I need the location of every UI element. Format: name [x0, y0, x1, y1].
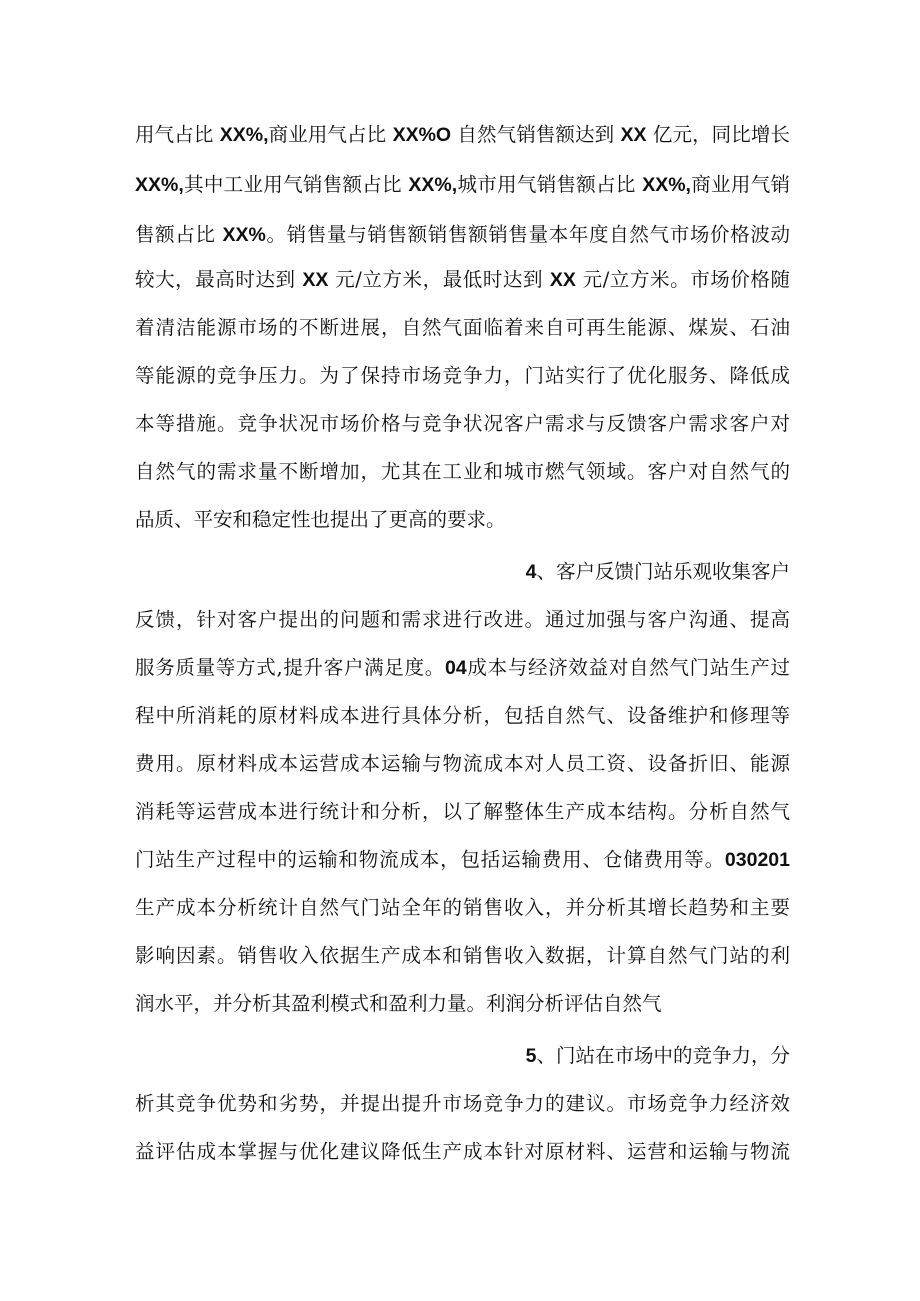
bold-run: 04 [445, 657, 467, 679]
bold-run: 4 [525, 561, 537, 583]
bold-run: XX%, [408, 174, 458, 196]
text-run: 成本与经济效益对自然气门站生产过 [466, 656, 790, 679]
text-run: 等能源的竞争压力。为了保持市场竞争力，门站实行了优化服务、降低成 [135, 364, 790, 387]
text-run: 元/立方米。市场价格随 [575, 268, 790, 291]
bold-run: XX% [222, 224, 266, 246]
text-line [135, 314, 790, 342]
text-run: 着清洁能源市场的不断进展，自然气面临着来自可再生能源、煤炭、石油 [135, 316, 790, 339]
bold-run: XX [302, 269, 329, 291]
text-line [135, 846, 790, 874]
bold-run: XX [549, 269, 576, 291]
section-heading-5 [135, 1042, 790, 1070]
text-run: 服务质量等方式,提升客户满足度。 [135, 656, 445, 679]
text-run: 影响因素。销售收入依据生产成本和销售收入数据，计算自然气门站的利 [135, 944, 790, 967]
text-line [135, 171, 790, 199]
text-run: 。销售量与销售额销售额销售量本年度自然气市场价格波动 [265, 223, 790, 246]
text-line [135, 606, 790, 634]
text-run: 用气占比 [135, 123, 220, 146]
text-line [135, 1138, 790, 1166]
text-line [135, 362, 790, 390]
text-run: 商业用气占比 [268, 123, 393, 146]
text-line [135, 894, 790, 922]
text-run: 程中所消耗的原材料成本进行具体分析，包括自然气、设备维护和修理等 [135, 704, 790, 727]
text-line [135, 750, 790, 778]
text-run: 商业用气销 [690, 173, 790, 196]
text-run: 城市用气销售额占比 [457, 173, 643, 196]
text-run: 生产成本分析统计自然气门站全年的销售收入，并分析其增长趋势和主要 [135, 896, 790, 919]
text-line [135, 121, 790, 149]
text-run: 析其竞争优势和劣势，并提出提升市场竞争力的建议。市场竞争力经济效 [135, 1092, 790, 1115]
bold-run: XX%, [642, 174, 691, 196]
text-run: 较大，最高时达到 [135, 268, 303, 291]
text-line [135, 1090, 790, 1118]
text-run: 自然气的需求量不断增加，尤其在工业和城市燃气领域。客户对自然气的 [135, 460, 790, 483]
text-line [135, 702, 790, 730]
text-line [135, 410, 790, 438]
text-run: 自然气销售额达到 [451, 123, 621, 146]
text-run: 消耗等运营成本进行统计和分析，以了解整体生产成本结构。分析自然气 [135, 800, 790, 823]
text-run: 本等措施。竞争状况市场价格与竞争状况客户需求与反馈客户需求客户对 [135, 412, 790, 435]
text-line [135, 458, 790, 486]
text-run: 亿元，同比增长 [646, 123, 790, 146]
text-line [135, 798, 790, 826]
text-run: 、门站在市场中的竞争力，分 [536, 1044, 790, 1067]
bold-run: 5 [525, 1045, 537, 1067]
text-run: 其中工业用气销售额占比 [183, 173, 409, 196]
text-run: 元/立方米，最低时达到 [328, 268, 550, 291]
text-run: 反馈，针对客户提出的问题和需求进行改进。通过加强与客户沟通、提高 [135, 608, 790, 631]
text-run: 益评估成本掌握与优化建议降低生产成本针对原材料、运营和运输与物流 [135, 1140, 790, 1163]
bold-run: 030201 [724, 849, 790, 871]
text-line [135, 990, 790, 1018]
text-run: 润水平，并分析其盈利模式和盈利力量。利润分析评估自然气 [135, 992, 662, 1015]
text-run: 品质、平安和稳定性也提出了更高的要求。 [135, 508, 506, 531]
bold-run: XX%, [135, 174, 184, 196]
text-line [135, 266, 790, 294]
bold-run: XX%O [392, 124, 452, 146]
bold-run: XX [620, 124, 647, 146]
text-line [135, 654, 790, 682]
text-line [135, 221, 790, 249]
text-run: 、客户反馈门站乐观收集客户 [536, 560, 790, 583]
text-run: 费用。原材料成本运营成本运输与物流成本对人员工资、设备折旧、能源 [135, 752, 790, 775]
text-run: 售额占比 [135, 223, 223, 246]
text-line [135, 942, 790, 970]
bold-run: XX%, [219, 124, 269, 146]
section-heading-4 [135, 558, 790, 586]
text-line [135, 506, 790, 534]
text-run: 门站生产过程中的运输和物流成本，包括运输费用、仓储费用等。 [135, 848, 725, 871]
